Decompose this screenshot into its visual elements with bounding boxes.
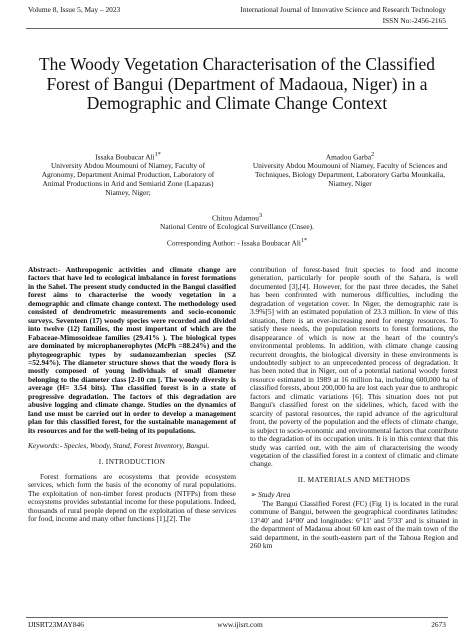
- author-2-affiliation: University Abdou Moumouni of Niamey, Faculty of Sciences and Techniques, Biology Department, Laboratory Garba Mounkaila, Niamey, Niger: [252, 161, 448, 189]
- corresponding-sup: 1*: [300, 238, 308, 244]
- author-1-name: Issaka Boubacar Ali: [95, 152, 155, 162]
- page-number: 2673: [431, 620, 446, 629]
- paper-title: The Woody Vegetation Characterisation of the Classified Forest of Bangui (Department of Madaoua, Niger) in a Demographic and Climate Change Context: [39, 54, 435, 113]
- keywords: [28, 442, 236, 450]
- author-3-sup: 3: [258, 213, 263, 219]
- subsection-study-area: ➢ Study Area: [250, 490, 291, 500]
- issn: ISSN No:-2456-2165: [382, 16, 446, 25]
- volume-info: Volume 8, Issue 5, May – 2023: [28, 5, 121, 14]
- keywords-text: Keywords:- Species, Woody, Stand, Forest Inventory, Bangui.: [28, 441, 210, 451]
- author-3-block: [110, 212, 364, 231]
- section-heading-introduction: I. INTRODUCTION: [98, 456, 166, 466]
- author-3-affiliation: National Centre of Ecological Surveillance (Cnsee).: [160, 222, 314, 232]
- journal-website-text[interactable]: www.ijisrt.com: [217, 620, 263, 629]
- section-heading-methods: II. MATERIALS AND METHODS: [297, 474, 411, 484]
- right-column: [250, 266, 458, 551]
- corresponding-author-text: Corresponding Author: - Issaka Boubacar Ali: [166, 238, 301, 248]
- author-1-affiliation: University Abdou Moumouni of Niamey, Faculty of Agronomy, Department Animal Production, Laboratory of Animal Productions in Arid and Semiarid Zone (Lapazas) Niamey, Niger;: [41, 161, 215, 198]
- author-3-name: Chitou Adamou: [211, 213, 259, 223]
- journal-website-link[interactable]: [200, 620, 280, 629]
- study-area-paragraph: The Bangui Classified Forest (FC) (Fig 1) is located in the rural commune of Bangui, between the geographical coordinates latitudes: 13°40' and 14°00' and longitudes: 6°11' and 5°33' and is situated in the department of Madaoua about 60 km east of the main town of the said department, in the south-eastern part of the Tahoua Region and 260 km: [250, 498, 458, 551]
- footer-rule: [26, 617, 448, 618]
- author-2-sup: 2: [371, 152, 375, 158]
- author-1-sup: 1*: [154, 152, 161, 158]
- header-rule: [26, 28, 448, 29]
- corresponding-author: [60, 238, 414, 247]
- abstract: [28, 266, 236, 435]
- left-column: [28, 266, 236, 524]
- author-2-block: [250, 151, 450, 188]
- introduction-paragraph: Forest formations are ecosystems that provide ecosystem services, which form the basis of the economy of rural populations. The exploitation of non-timber forest products (NTFPs) from these ecosystems provides substantial income for these populations. Indeed, thousands of rural people depend on the exploitation of these services for food, income and many other functions [1],[2]. The: [28, 471, 236, 524]
- abstract-text: Abstract:- Anthropogenic activities and climate change are factors that have led to ecological imbalance in forest formations in the Sahel. The present study conducted in the Bangui classified forest aims to characterise the woody vegetation in a demographic and climate change context. The methodology used consisted of dendrometric measurements and socio-economic surveys. Seventeen (17) woody species were recorded and divided into twelve (12) families, the most important of which are the Fabaceae-Mimosoideae families (29.41% ). The biological types are dominated by microphanerophytes (McPh =88.24%) and the phytogeographic types by sudanozambezian species (SZ =52.94%). The diameter structure shows that the woody flora is mostly composed of young individuals of small diameter belonging to the diameter class [2-10 cm [. The woody diversity is average (H= 3.54 bits). The classified forest is in a state of progressive degradation. The factors of this degradation are abusive logging and climate change. Studies on the dynamics of land use must be carried out in order to develop a management plan for this classified forest, for the sustainable management of its resources and for the well-being of its populations.: [28, 265, 236, 435]
- author-1-block: [38, 151, 218, 197]
- right-column-paragraph: contribution of forest-based fruit species to food and income generation, particularly for people south of the Sahara, is well documented [3],[4]. However, for the past three decades, the Sahel has been confronted with numerous difficulties, including the degradation of vegetation cover. In Niger, the demographic rate is 3.9%[5] with an estimated population of 23.3 million. In view of this situation, there is an ever-increasing need for energy resources. To satisfy these needs, the population resorts to forest formations, the disappearance of which is now at the heart of the country's environmental problems. In addition, with climate change causing recurrent droughts, the biological diversity in these environments is undoubtedly subject to an unprecedented process of degradation. It has been noted that in Niger, out of a potential national woody forest resource estimated in 1989 at 16 million ha, including 600,000 ha of classified forests, about 200,000 ha are lost each year due to anthropic factors and climatic variations [6]. This situation does not put Bangui's classified forest on the sidelines, which, faced with the scarcity of pastoral resources, the rapid advance of the agricultural front, the poverty of the population and the effects of climate change, is subject to socio-economic and environmental factors that contribute to the degradation of its occupation units. It is in this context that this study was carried out, with the aim of characterising the woody vegetation of the classified forest in a context of climatic and climate change.: [250, 265, 458, 469]
- journal-name: International Journal of Innovative Science and Research Technology: [240, 5, 446, 14]
- author-2-name: Amadou Garba: [325, 152, 372, 162]
- paper-id: IJISRT23MAY846: [28, 620, 84, 629]
